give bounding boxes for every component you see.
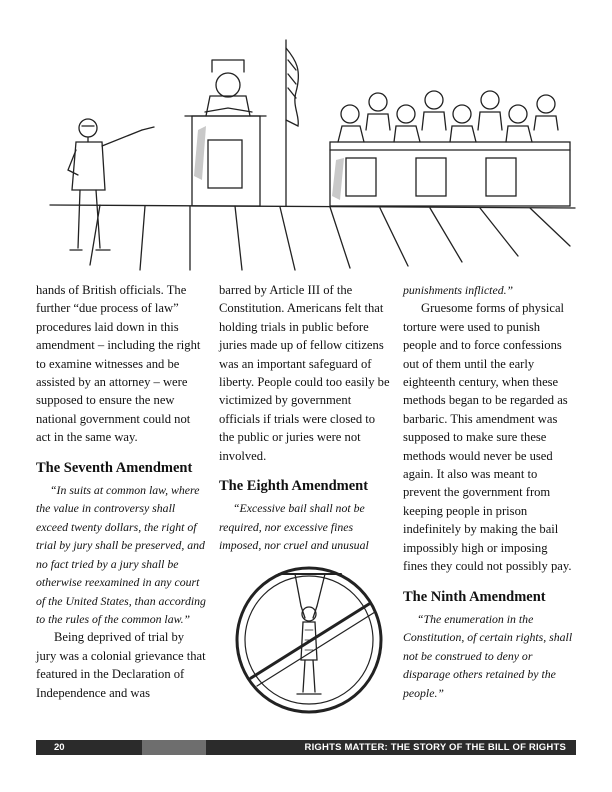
quote-ninth-amendment: “The enumeration in the Constitution, of certain rights, shall not be construed to deny or disparage others retained by the people.” [403,611,573,700]
footer-accent-block [142,740,206,755]
heading-seventh-amendment: The Seventh Amendment [36,459,193,476]
heading-eighth-amendment: The Eighth Amendment [219,478,369,495]
heading-ninth-amendment: The Ninth Amendment [403,588,546,605]
page-footer [36,740,576,755]
col3-paragraph-1: Gruesome forms of physical torture were used to punish people and to force confessions out of them until the early eighteenth century, when these methods began to be regarded as barbaric. This amendment was supposed to make sure these methods would never be used again. It also was meant to prevent the government from keeping people in prison indefinitely by making the bail impossibly high or imposing fines they could not possibly pay. [403,301,572,574]
column-3 [403,281,575,702]
column-2 [219,281,391,555]
col2-paragraph-1: barred by Article III of the Constitution. Americans felt that holding trials in public before juries made up of fellow citizens was an important safeguard of liberty. People could too easily be victimized by government officials if trials were closed to the public or juries were not involved. [219,283,390,463]
courtroom-illustration [30,30,582,275]
quote-eighth-amendment-continued: punishments inflicted.” [403,283,514,297]
quote-eighth-amendment: “Excessive bail shall not be required, nor excessive fines imposed, nor cruel and unusual [219,501,369,553]
quote-seventh-amendment: “In suits at common law, where the value in controversy shall exceed twenty dollars, the right of trial by jury shall be preserved, and no fact tried by a jury shall be otherwise reexamined in any court of the United States, than according to the rules of the common law.” [36,483,206,626]
page-number: 20 [54,742,65,753]
col1-paragraph-1: hands of British officials. The further “due process of law” procedures laid down in this amendment – including the right to examine witnesses and be assisted by an attorney – were supposed to ensure the new national government could not act in the same way. [36,283,201,445]
footer-title: RIGHTS MATTER: THE STORY OF THE BILL OF RIGHTS [304,742,566,753]
column-1 [36,281,206,702]
no-torture-illustration [229,560,389,720]
col1-paragraph-2: Being deprived of trial by jury was a colonial grievance that featured in the Declaration of Independence and was [36,630,206,700]
